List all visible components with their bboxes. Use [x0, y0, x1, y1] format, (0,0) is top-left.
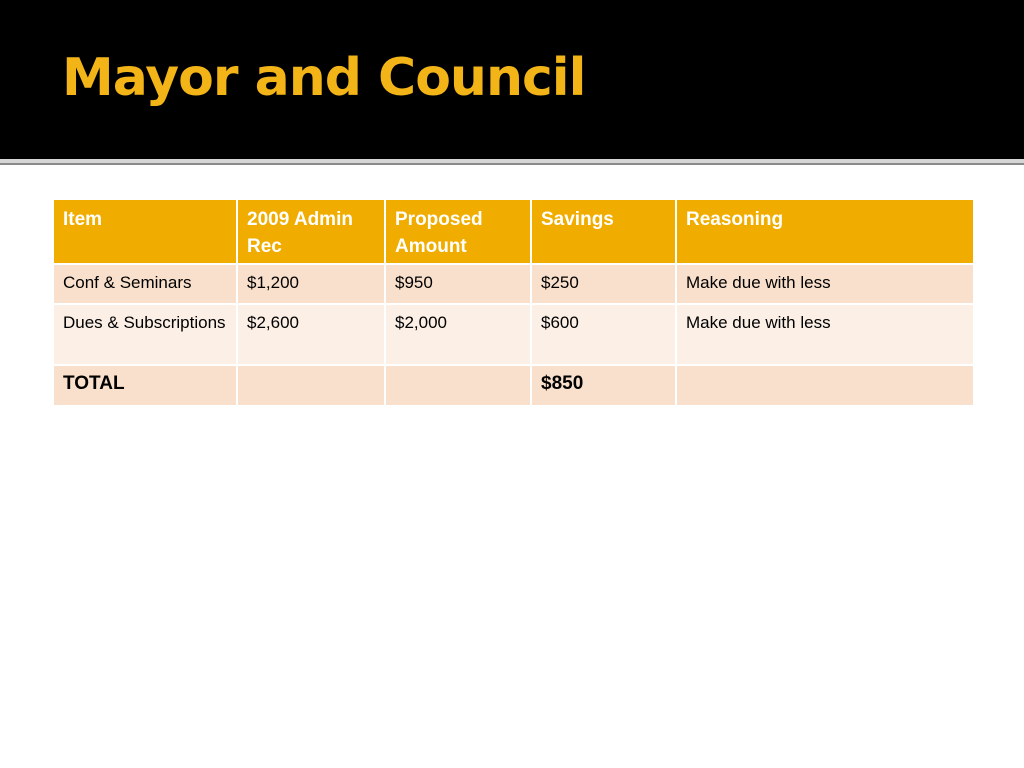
header-admin-rec: 2009 Admin Rec: [237, 199, 385, 264]
slide-title: Mayor and Council: [62, 48, 586, 108]
header-savings: Savings: [531, 199, 676, 264]
cell-reasoning: Make due with less: [676, 304, 974, 365]
table-header-row: [53, 199, 974, 264]
table-row: [53, 304, 974, 365]
table-row: [53, 264, 974, 304]
cell-proposed-amount: $950: [385, 264, 531, 304]
total-savings: $850: [531, 365, 676, 406]
cell-item: Conf & Seminars: [53, 264, 237, 304]
cell-savings: $600: [531, 304, 676, 365]
total-reasoning: [676, 365, 974, 406]
cell-item: Dues & Subscriptions: [53, 304, 237, 365]
header-reasoning: Reasoning: [676, 199, 974, 264]
title-band: [0, 0, 1024, 159]
title-divider-gap: [0, 165, 1024, 168]
total-admin-rec: [237, 365, 385, 406]
cell-savings: $250: [531, 264, 676, 304]
header-proposed-amount: Proposed Amount: [385, 199, 531, 264]
table-total-row: [53, 365, 974, 406]
budget-table: [52, 198, 975, 407]
header-item: Item: [53, 199, 237, 264]
total-proposed: [385, 365, 531, 406]
cell-admin-rec: $2,600: [237, 304, 385, 365]
cell-reasoning: Make due with less: [676, 264, 974, 304]
total-label: TOTAL: [53, 365, 237, 406]
cell-proposed-amount: $2,000: [385, 304, 531, 365]
cell-admin-rec: $1,200: [237, 264, 385, 304]
